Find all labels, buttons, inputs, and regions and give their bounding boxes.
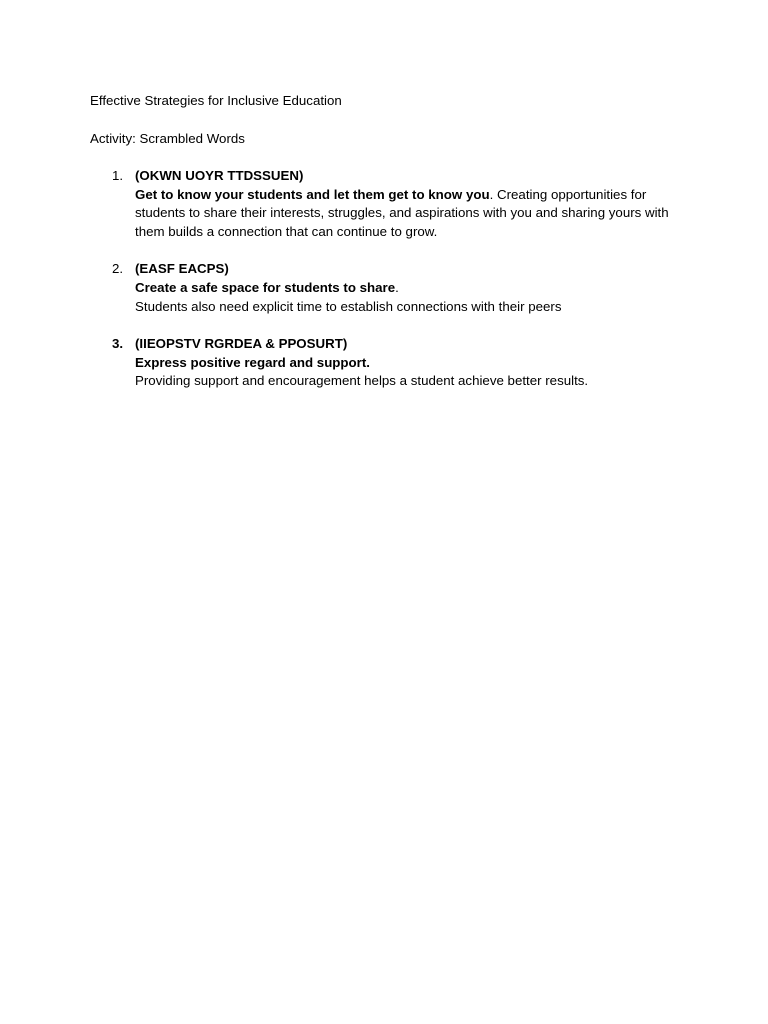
description-text: Students also need explicit time to establish connections with their peers [135,298,562,314]
description-text: Providing support and encouragement helps a student achieve better results. [135,373,589,389]
scrambled-words: (EASF EACPS) [135,261,229,277]
item-body [135,186,690,242]
item-number: 3. [112,336,124,352]
scrambled-words: (IIEOPSTV RGRDEA & PPOSURT) [135,336,348,352]
answer-suffix: . [489,186,494,202]
scrambled-words-list [90,167,690,410]
answer-text: Get to know your students and let them get to know you [135,186,490,202]
answer-text: Create a safe space for students to share [135,279,396,295]
description-text: Creating opportunities for students to share their interests, struggles, and aspirations with you and sharing yours with them builds a connection that can continue to grow. [135,186,669,239]
list-item [90,167,690,241]
list-item [90,260,690,316]
item-number: 1. [112,168,124,183]
activity-heading: Activity: Scrambled Words [90,131,245,146]
answer-line [135,279,690,298]
answer-text: Express positive regard and support. [135,354,370,370]
answer-suffix: . [395,279,399,295]
list-item [90,335,690,391]
item-number: 2. [112,261,124,277]
scrambled-words: (OKWN UOYR TTDSSUEN) [135,168,304,183]
document-title: Effective Strategies for Inclusive Education [90,93,342,108]
